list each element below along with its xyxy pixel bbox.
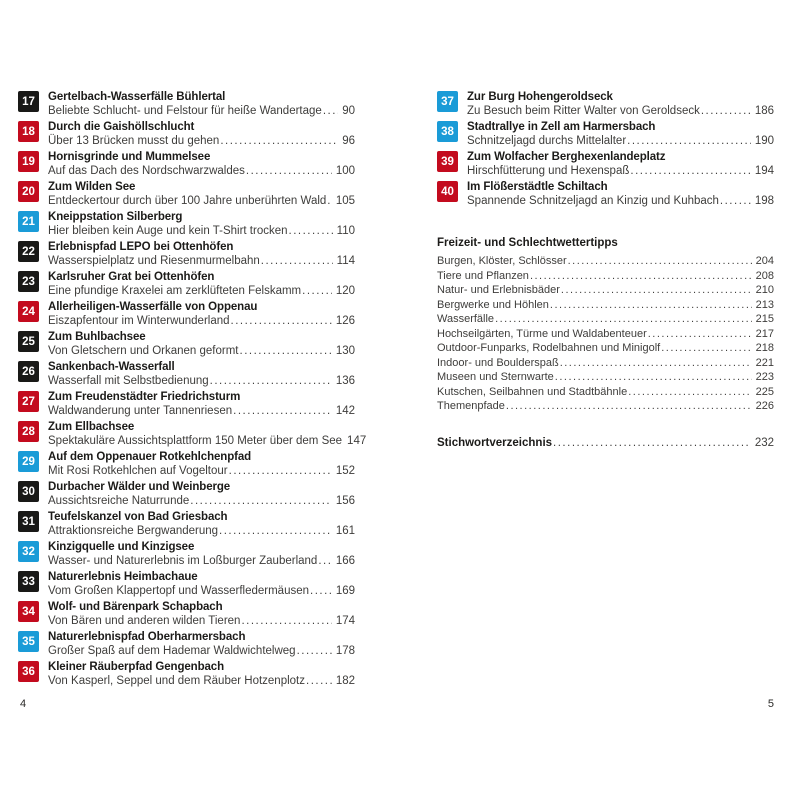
dot-leader bbox=[241, 614, 331, 629]
tour-page-number: 114 bbox=[336, 255, 355, 267]
tour-title: Gertelbach-Wasserfälle Bühlertal bbox=[48, 91, 226, 103]
toc-entry bbox=[18, 90, 355, 120]
tour-page-number: 182 bbox=[335, 675, 355, 687]
tour-page-number: 194 bbox=[754, 165, 774, 177]
tour-page-number: 186 bbox=[754, 105, 774, 117]
tour-subtitle: Von Bären und anderen wilden Tieren bbox=[48, 615, 241, 627]
toc-entry bbox=[18, 210, 355, 240]
tour-title: Kleiner Räuberpfad Gengenbach bbox=[48, 661, 225, 673]
index-page-number: 232 bbox=[754, 436, 774, 449]
dot-leader bbox=[553, 436, 751, 451]
toc-entry bbox=[18, 330, 355, 360]
tour-number-badge: 37 bbox=[437, 91, 458, 112]
tour-page-number: 147 bbox=[347, 435, 367, 447]
tour-subtitle: Hier bleiben kein Auge und kein T-Shirt trocken bbox=[48, 225, 288, 237]
tour-page-number: 96 bbox=[342, 135, 355, 147]
toc-left-page bbox=[18, 90, 367, 690]
tip-label: Wasserfälle bbox=[437, 313, 495, 325]
toc-entry bbox=[437, 90, 774, 120]
tour-title: Zum Wilden See bbox=[48, 181, 136, 193]
tour-number-badge: 34 bbox=[18, 601, 39, 622]
tour-title: Stadtrallye in Zell am Harmersbach bbox=[467, 121, 656, 133]
tip-page-number: 221 bbox=[755, 356, 774, 369]
tour-title: Zum Wolfacher Berghexenlandeplatz bbox=[467, 151, 666, 163]
tour-subtitle: Großer Spaß auf dem Hademar Waldwichtelweg bbox=[48, 645, 296, 657]
dot-leader bbox=[530, 269, 752, 284]
toc-entry bbox=[18, 390, 355, 420]
tour-title: Zum Buhlbachsee bbox=[48, 331, 146, 343]
tips-list-item bbox=[437, 399, 774, 414]
tour-subtitle: Eine pfundige Kraxelei am zerklüfteten Felskamm bbox=[48, 285, 302, 297]
dot-leader bbox=[302, 284, 332, 299]
tour-number-badge: 28 bbox=[18, 421, 39, 442]
tour-page-number: 174 bbox=[335, 615, 355, 627]
tour-subtitle: Von Kasperl, Seppel und dem Räuber Hotzenplotz bbox=[48, 675, 305, 687]
tour-page-number: 152 bbox=[335, 465, 355, 477]
tip-page-number: 226 bbox=[755, 400, 774, 412]
tip-page-number: 204 bbox=[755, 255, 774, 267]
toc-entry bbox=[18, 480, 355, 510]
tour-title: Kinzigquelle und Kinzigsee bbox=[48, 541, 195, 553]
toc-entry bbox=[18, 600, 355, 630]
tour-title: Zum Ellbachsee bbox=[48, 421, 135, 433]
dot-leader bbox=[190, 494, 332, 509]
tour-title: Wolf- und Bärenpark Schapbach bbox=[48, 601, 223, 613]
dot-leader bbox=[630, 164, 750, 179]
tour-title: Im Flößerstädtle Schiltach bbox=[467, 181, 608, 193]
tips-list-item bbox=[437, 341, 774, 356]
tour-number-badge: 21 bbox=[18, 211, 39, 232]
tip-page-number: 208 bbox=[755, 269, 774, 282]
index-label: Stichwortverzeichnis bbox=[437, 436, 553, 449]
dot-leader bbox=[661, 341, 751, 356]
tour-title: Durch die Gaishöllschlucht bbox=[48, 121, 195, 133]
tour-number-badge: 23 bbox=[18, 271, 39, 292]
tour-number-badge: 24 bbox=[18, 301, 39, 322]
dot-leader bbox=[506, 399, 752, 414]
tips-list-item bbox=[437, 254, 774, 269]
tips-list-item bbox=[437, 327, 774, 342]
tour-number-badge: 22 bbox=[18, 241, 39, 262]
tour-page-number: 166 bbox=[335, 555, 355, 567]
toc-entry bbox=[18, 120, 355, 150]
toc-right-entries bbox=[437, 90, 774, 210]
dot-leader bbox=[210, 374, 332, 389]
tip-label: Kutschen, Seilbahnen und Stadtbähnle bbox=[437, 385, 628, 398]
tour-page-number: 161 bbox=[335, 525, 355, 537]
tips-list-item bbox=[437, 385, 774, 400]
dot-leader bbox=[261, 254, 333, 269]
toc-right-page bbox=[437, 90, 774, 451]
tour-page-number: 169 bbox=[335, 585, 355, 597]
toc-entry bbox=[18, 660, 355, 690]
tip-label: Tiere und Pflanzen bbox=[437, 269, 529, 282]
tour-number-badge: 38 bbox=[437, 121, 458, 142]
tour-title: Durbacher Wälder und Weinberge bbox=[48, 481, 231, 493]
dot-leader bbox=[306, 674, 332, 689]
toc-entry bbox=[18, 270, 355, 300]
tour-number-badge: 35 bbox=[18, 631, 39, 652]
dot-leader bbox=[720, 194, 751, 209]
toc-entry bbox=[18, 420, 367, 450]
page-number-right: 5 bbox=[767, 698, 774, 710]
index-entry bbox=[437, 436, 774, 451]
tour-subtitle: Schnitzeljagd durchs Mittelalter bbox=[467, 135, 627, 147]
toc-entry bbox=[18, 450, 355, 480]
tour-subtitle: Wasser- und Naturerlebnis im Loßburger Zauberland bbox=[48, 555, 318, 567]
dot-leader bbox=[628, 385, 751, 400]
tour-number-badge: 30 bbox=[18, 481, 39, 502]
tip-label: Bergwerke und Höhlen bbox=[437, 298, 549, 311]
tour-subtitle: Hirschfütterung und Hexenspaß bbox=[467, 165, 630, 177]
dot-leader bbox=[648, 327, 752, 342]
tour-page-number: 142 bbox=[335, 405, 355, 417]
tour-number-badge: 18 bbox=[18, 121, 39, 142]
dot-leader bbox=[310, 584, 332, 599]
dot-leader bbox=[219, 524, 332, 539]
tips-list-item bbox=[437, 283, 774, 298]
dot-leader bbox=[318, 554, 332, 569]
tour-title: Allerheiligen-Wasserfälle von Oppenau bbox=[48, 301, 258, 313]
tour-subtitle: Aussichtsreiche Naturrunde bbox=[48, 495, 190, 507]
dot-leader bbox=[289, 224, 333, 239]
tour-subtitle: Spannende Schnitzeljagd an Kinzig und Kuhbach bbox=[467, 195, 719, 207]
tour-number-badge: 32 bbox=[18, 541, 39, 562]
tour-subtitle: Eiszapfentour im Winterwunderland bbox=[48, 315, 230, 327]
dot-leader bbox=[495, 312, 752, 327]
tour-page-number: 156 bbox=[335, 495, 355, 507]
tip-label: Burgen, Klöster, Schlösser bbox=[437, 255, 567, 267]
toc-entry bbox=[18, 180, 355, 210]
dot-leader bbox=[233, 404, 332, 419]
tour-title: Zum Freudenstädter Friedrichsturm bbox=[48, 391, 241, 403]
dot-leader bbox=[246, 164, 332, 179]
page-number-left: 4 bbox=[20, 698, 27, 710]
tour-title: Karlsruher Grat bei Ottenhöfen bbox=[48, 271, 215, 283]
tour-number-badge: 36 bbox=[18, 661, 39, 682]
tour-title: Erlebnispfad LEPO bei Ottenhöfen bbox=[48, 241, 234, 253]
tour-number-badge: 31 bbox=[18, 511, 39, 532]
tour-page-number: 120 bbox=[335, 285, 355, 297]
toc-entry bbox=[437, 150, 774, 180]
tour-subtitle: Beliebte Schlucht- und Felstour für heiße Wandertage bbox=[48, 105, 322, 117]
tour-number-badge: 20 bbox=[18, 181, 39, 202]
tour-title: Sankenbach-Wasserfall bbox=[48, 361, 175, 373]
tips-section-title: Freizeit- und Schlechtwettertipps bbox=[437, 237, 618, 249]
dot-leader bbox=[231, 314, 332, 329]
tour-page-number: 190 bbox=[754, 135, 774, 147]
tour-subtitle: Vom Großen Klappertopf und Wasserfledermäusen bbox=[48, 585, 310, 597]
tip-page-number: 210 bbox=[755, 284, 774, 296]
tips-list-item bbox=[437, 298, 774, 313]
tips-list-item bbox=[437, 269, 774, 284]
tip-page-number: 217 bbox=[755, 327, 774, 340]
dot-leader bbox=[560, 356, 752, 371]
dot-leader bbox=[550, 298, 752, 313]
tour-title: Teufelskanzel von Bad Griesbach bbox=[48, 511, 228, 523]
tips-section bbox=[437, 236, 774, 414]
tips-list bbox=[437, 254, 774, 414]
tour-subtitle: Wasserfall mit Selbstbedienung bbox=[48, 375, 209, 387]
tour-number-badge: 17 bbox=[18, 91, 39, 112]
toc-entry bbox=[18, 360, 355, 390]
tour-subtitle: Über 13 Brücken musst du gehen bbox=[48, 135, 220, 147]
tour-page-number: 100 bbox=[335, 165, 355, 177]
tour-number-badge: 40 bbox=[437, 181, 458, 202]
tour-title: Hornisgrinde und Mummelsee bbox=[48, 151, 211, 163]
tips-list-item bbox=[437, 370, 774, 385]
dot-leader bbox=[627, 134, 751, 149]
dot-leader bbox=[555, 370, 752, 385]
tips-list-item bbox=[437, 312, 774, 327]
toc-entry bbox=[18, 510, 355, 540]
tour-page-number: 90 bbox=[342, 105, 355, 117]
tour-page-number: 130 bbox=[335, 345, 355, 357]
tour-number-badge: 25 bbox=[18, 331, 39, 352]
tour-number-badge: 29 bbox=[18, 451, 39, 472]
tour-number-badge: 39 bbox=[437, 151, 458, 172]
tip-label: Themenpfade bbox=[437, 400, 505, 412]
tour-title: Zur Burg Hohengeroldseck bbox=[467, 91, 613, 103]
dot-leader bbox=[561, 283, 752, 298]
toc-entry bbox=[18, 300, 355, 330]
toc-entry bbox=[437, 180, 774, 210]
tour-page-number: 126 bbox=[335, 315, 355, 327]
toc-entry bbox=[18, 570, 355, 600]
tip-page-number: 218 bbox=[755, 342, 774, 354]
dot-leader bbox=[220, 134, 338, 149]
tip-page-number: 223 bbox=[755, 371, 774, 383]
toc-entry bbox=[18, 240, 355, 270]
tour-page-number: 105 bbox=[335, 195, 355, 207]
toc-entry bbox=[437, 120, 774, 150]
tip-page-number: 215 bbox=[755, 313, 774, 325]
tour-subtitle: Wasserspielplatz und Riesenmurmelbahn bbox=[48, 255, 260, 267]
tour-subtitle: Mit Rosi Rotkehlchen auf Vogeltour bbox=[48, 465, 228, 477]
tour-number-badge: 27 bbox=[18, 391, 39, 412]
tour-subtitle: Zu Besuch beim Ritter Walter von Geroldseck bbox=[467, 105, 700, 117]
tip-page-number: 213 bbox=[755, 298, 774, 311]
tips-list-item bbox=[437, 356, 774, 371]
tour-subtitle: Entdeckertour durch über 100 Jahre unberührten Wald bbox=[48, 195, 327, 207]
toc-entry bbox=[18, 630, 355, 660]
tour-subtitle: Attraktionsreiche Bergwanderung bbox=[48, 525, 219, 537]
tip-label: Indoor- und Boulderspaß bbox=[437, 356, 559, 369]
tour-subtitle: Waldwanderung unter Tannenriesen bbox=[48, 405, 233, 417]
tour-page-number: 198 bbox=[754, 195, 774, 207]
tour-subtitle: Spektakuläre Aussichtsplattform 150 Meter über dem See bbox=[48, 435, 343, 447]
tour-title: Naturerlebnis Heimbachaue bbox=[48, 571, 198, 583]
tip-page-number: 225 bbox=[755, 385, 774, 398]
tour-title: Kneippstation Silberberg bbox=[48, 211, 183, 223]
dot-leader bbox=[297, 644, 332, 659]
tour-title: Naturerlebnispfad Oberharmersbach bbox=[48, 631, 246, 643]
tip-label: Museen und Sternwarte bbox=[437, 371, 554, 383]
tour-subtitle: Auf das Dach des Nordschwarzwaldes bbox=[48, 165, 245, 177]
tip-label: Natur- und Erlebnisbäder bbox=[437, 284, 560, 296]
toc-entry bbox=[18, 540, 355, 570]
tip-label: Outdoor-Funparks, Rodelbahnen und Minigolf bbox=[437, 342, 661, 354]
tour-page-number: 178 bbox=[335, 645, 355, 657]
tour-number-badge: 33 bbox=[18, 571, 39, 592]
dot-leader bbox=[568, 254, 752, 269]
dot-leader bbox=[229, 464, 332, 479]
tip-label: Hochseilgärten, Türme und Waldabenteuer bbox=[437, 327, 647, 340]
dot-leader bbox=[240, 344, 332, 359]
dot-leader bbox=[701, 104, 751, 119]
tour-title: Auf dem Oppenauer Rotkehlchenpfad bbox=[48, 451, 252, 463]
dot-leader bbox=[323, 104, 338, 119]
tour-page-number: 110 bbox=[336, 225, 355, 237]
dot-leader bbox=[327, 194, 332, 209]
tour-page-number: 136 bbox=[335, 375, 355, 387]
tour-number-badge: 19 bbox=[18, 151, 39, 172]
tour-number-badge: 26 bbox=[18, 361, 39, 382]
toc-entry bbox=[18, 150, 355, 180]
tour-subtitle: Von Gletschern und Orkanen geformt bbox=[48, 345, 239, 357]
